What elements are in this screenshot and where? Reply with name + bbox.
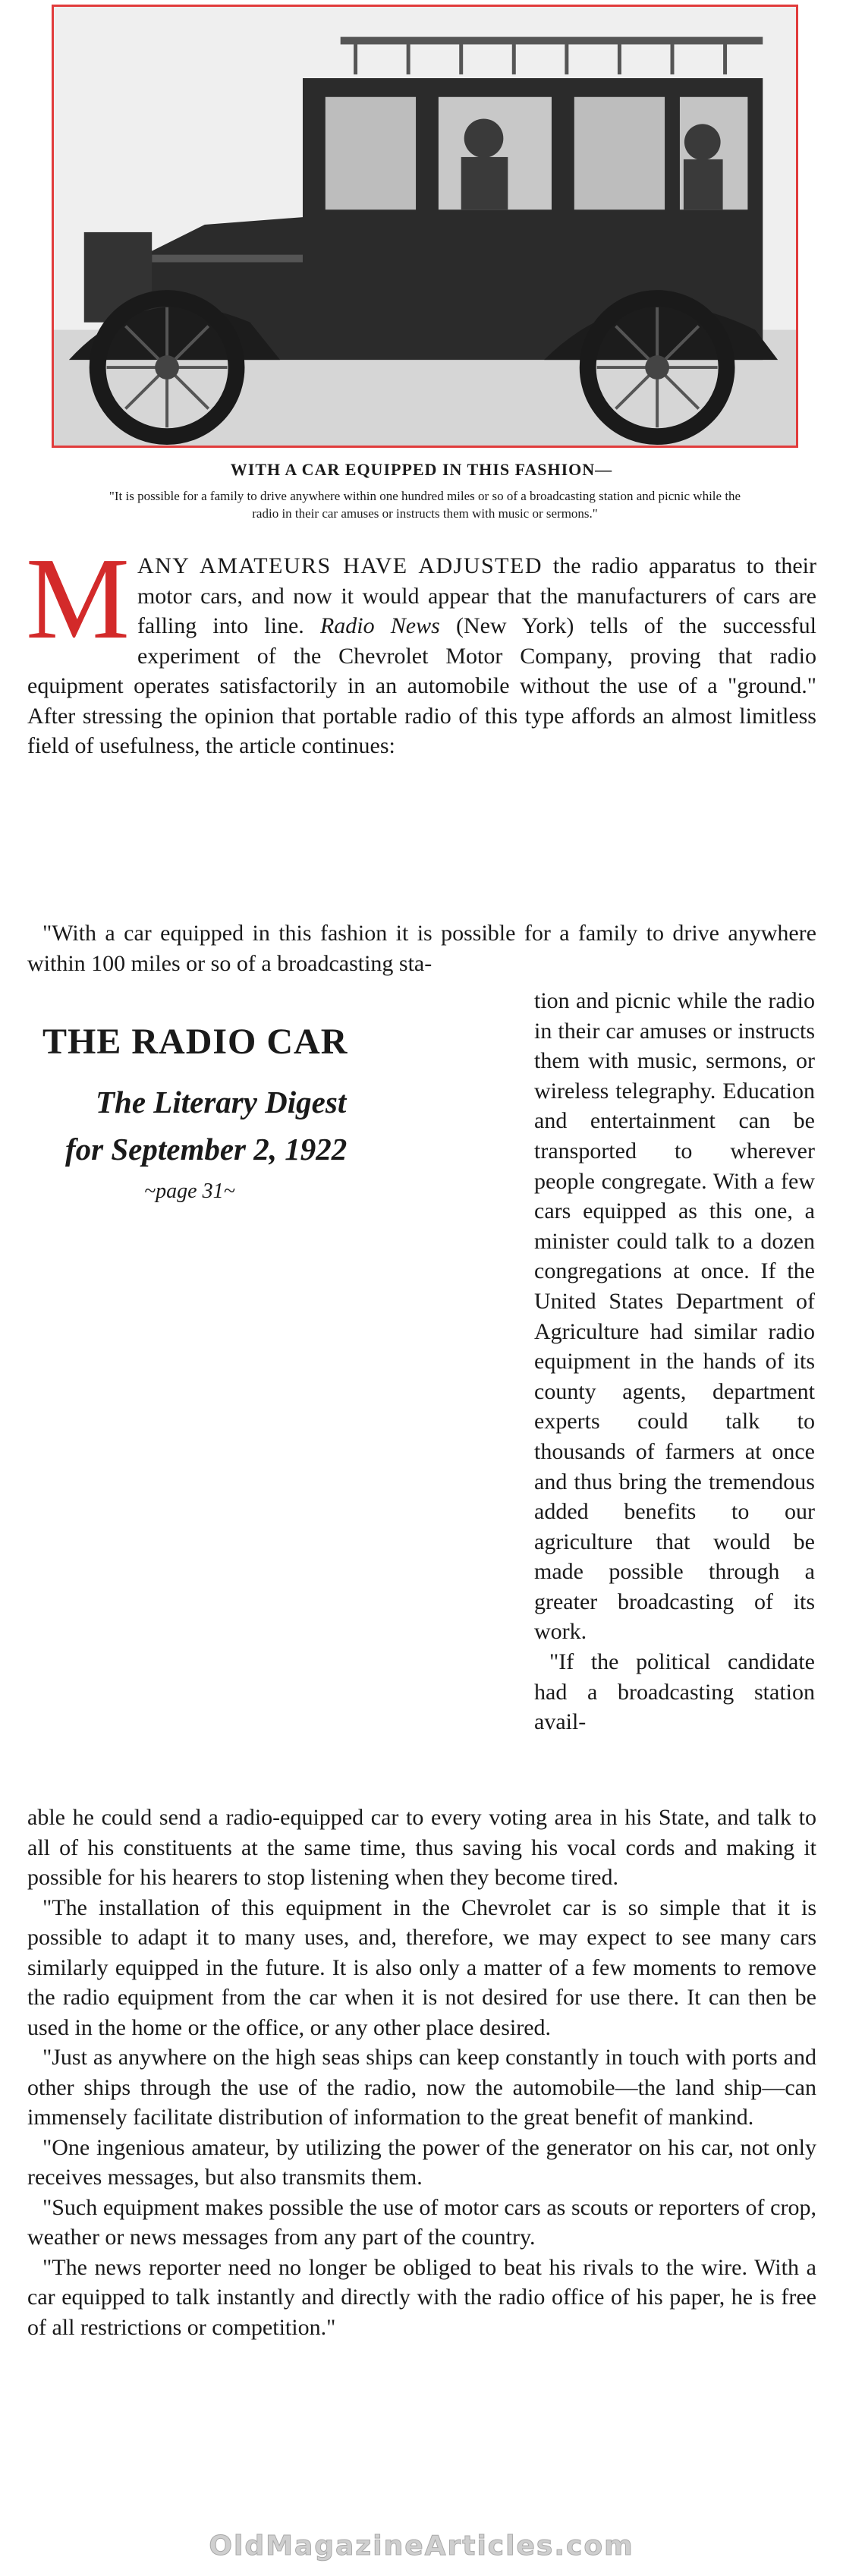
radio-car-illustration xyxy=(54,7,796,446)
paragraph-installation: "The installation of this equipment in the Chevrolet car is so simple that it is possible to adapt it to many uses, and, therefore, we may expect to see many cars similarly equipped in the future. It is also only a matter of a few moments to remove the radio equipment from the car when it is not desired for use there. It can then be used in the home or the office, or any other place desired. xyxy=(27,1894,816,2040)
drop-cap: M xyxy=(26,534,130,663)
site-watermark: OldMagazineArticles.com xyxy=(209,2530,634,2562)
paragraph-land-ship: "Just as anywhere on the high seas ships can keep constantly in touch with ports and other ships through the use of the radio, now the automobile—the land ship—can immensely facilitate distribution of information to the great benefit of mankind. xyxy=(27,2045,816,2130)
publication-name: Radio News xyxy=(319,613,440,638)
photo-caption-title: WITH A CAR EQUIPPED IN THIS FASHION— xyxy=(230,460,613,479)
narrow-paragraph-1: tion and picnic while the radio in their car amuses or instructs them with music, sermons, or wireless telegraphy. Education and entertainment can be transported to wherever people congregate. With a few cars equipped as this one, a minister could talk to a dozen congregations at once. If the United States Department of Agriculture had similar radio equipment in the hands of its county agents, department experts could talk to thousands of farmers at once and thus bring the tremendous added benefits to our agriculture that would be made possible through a greater broadcasting of its work. xyxy=(534,988,815,1645)
title-block xyxy=(42,1020,475,1204)
intro-text: the radio apparatus to their motor cars, and now it would appear that the manufacturers of cars are falling into line. xyxy=(137,553,816,638)
paragraph-scouts: "Such equipment makes possible the use of motor cars as scouts or reporters of crop, weather or news messages from any part of the country. xyxy=(27,2194,816,2250)
narrow-paragraph-2: "If the political candidate had a broadcasting station avail- xyxy=(534,1649,815,1735)
article-title: THE RADIO CAR xyxy=(42,1022,348,1062)
article-intro xyxy=(26,534,816,761)
lead-caps: ANY AMATEURS HAVE ADJUSTED xyxy=(137,553,543,578)
intro-text-continued: (New York) tells of the successful experiment of the Chevrolet Motor Company, proving that radio equipment operates satisfactorily in an automobile without the use of a "ground." After stressing the opinion that portable radio of this type affords an almost limitless field of usefulness, the article continues: xyxy=(27,613,816,758)
page-reference: ~page 31~ xyxy=(144,1179,235,1203)
issue-date: for September 2, 1922 xyxy=(65,1132,348,1167)
paragraph-candidate-rest: able he could send a radio-equipped car to every voting area in his State, and talk to all of his constituents at the same time, thus saving his vocal cords and making it possible for his hearers to stop listening when they become tired. xyxy=(27,1805,816,1890)
car-photo xyxy=(52,5,798,448)
quote-opening-text: "With a car equipped in this fashion it is possible for a family to drive anywhere within 100 miles or so of a broadcasting sta- xyxy=(27,921,816,976)
magazine-name: The Literary Digest xyxy=(96,1085,347,1120)
article-continuation xyxy=(27,1803,816,2342)
paragraph-amateur: "One ingenious amateur, by utilizing the power of the generator on his car, not only receives messages, but also transmits them. xyxy=(27,2134,816,2190)
paragraph-reporter: "The news reporter need no longer be obliged to beat his rivals to the wire. With a car equipped to talk instantly and directly with the radio office of his paper, he is free of all restrictions or competition." xyxy=(27,2254,816,2340)
narrow-column xyxy=(534,986,815,1737)
photo-caption-text: "It is possible for a family to drive anywhere within one hundred miles or so of a broadcasting station and picnic while the radio in their car amuses or instructs them with music or sermons." xyxy=(109,489,741,521)
quote-opening xyxy=(27,918,816,978)
